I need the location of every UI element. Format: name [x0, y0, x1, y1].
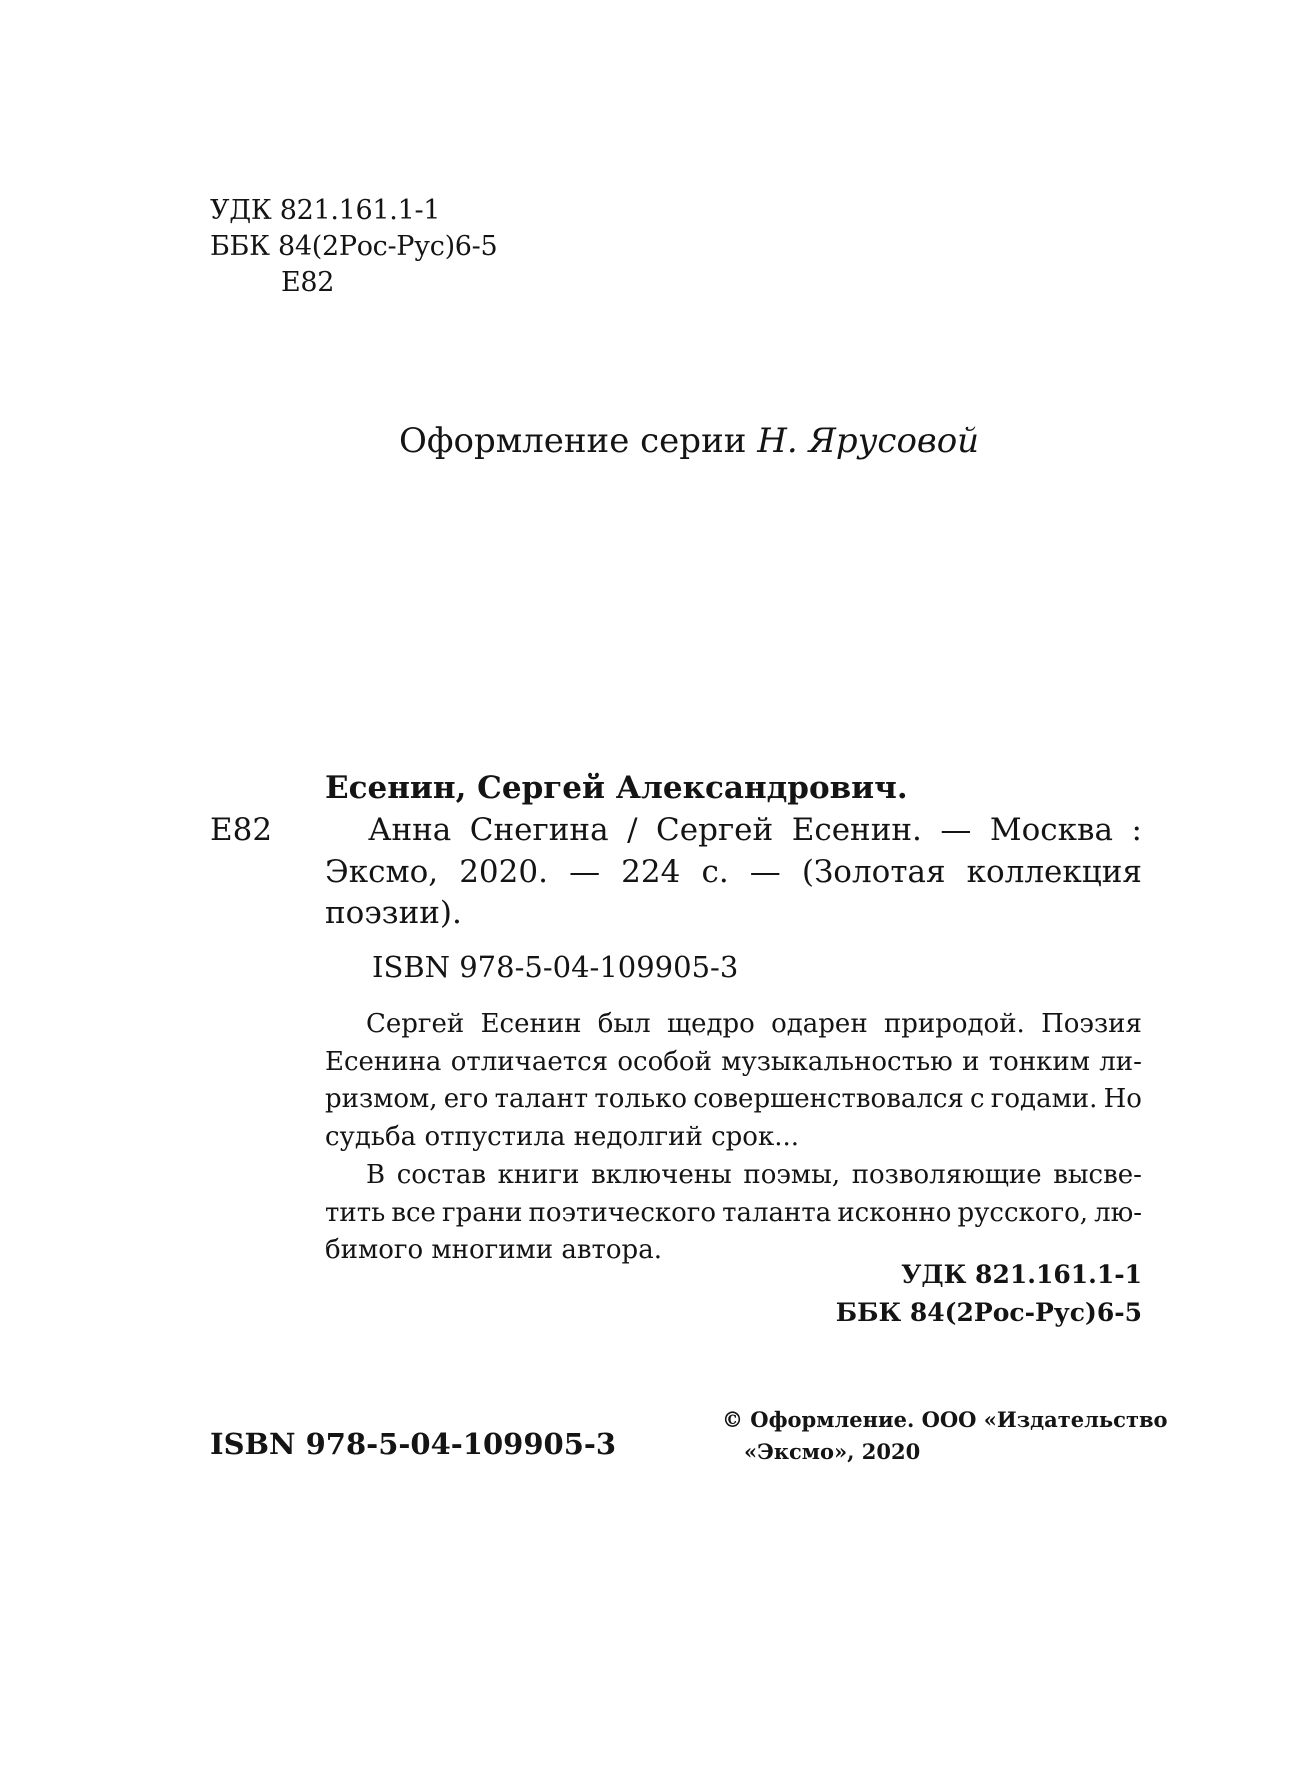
word: (Золотая: [801, 854, 946, 890]
word: высве-: [1053, 1159, 1142, 1190]
bbk-code-bottom: ББК 84(2Рос-Рус)6-5: [835, 1298, 1142, 1327]
word: состав: [396, 1159, 487, 1190]
word: одарен: [771, 1009, 868, 1039]
annotation-line: [325, 1157, 1142, 1195]
word: —: [940, 812, 972, 848]
word: Снегина: [469, 812, 609, 848]
copyright-line-1: © Оформление. ООО «Издательство: [722, 1407, 1168, 1432]
word: только: [594, 1084, 688, 1115]
word: и: [962, 1046, 980, 1077]
word: отличается: [450, 1046, 609, 1077]
udk-code-top: УДК 821.161.1-1: [210, 195, 441, 226]
series-design-credit: [399, 419, 979, 463]
word: В: [366, 1159, 386, 1190]
word: —: [749, 854, 781, 890]
word: поэмы,: [743, 1159, 841, 1190]
word: таланта: [722, 1197, 832, 1228]
word: Есенина: [325, 1046, 442, 1077]
word: тить: [325, 1197, 386, 1228]
series-designer-name: Н. Ярусовой: [757, 421, 980, 461]
word: был: [597, 1009, 651, 1039]
word: коллекция: [966, 854, 1142, 890]
word: ризмом,: [325, 1084, 438, 1115]
word: Москва: [989, 812, 1113, 848]
copyright-line-2: «Эксмо», 2020: [744, 1439, 921, 1464]
word: поэтического: [528, 1197, 717, 1228]
word: Эксмо,: [325, 854, 439, 890]
word: лю-: [1094, 1197, 1142, 1228]
isbn-bold: ISBN 978-5-04-109905-3: [210, 1427, 617, 1461]
word: особой: [617, 1046, 712, 1077]
annotation-line: [325, 1081, 1142, 1119]
bbk-code-top: ББК 84(2Рос-Рус)6-5: [210, 231, 498, 262]
bibliographic-description-line: [325, 852, 1142, 892]
word: :: [1131, 812, 1142, 848]
series-design-prefix: Оформление серии: [399, 421, 747, 461]
word: Сергей: [366, 1009, 465, 1039]
word: Но: [1103, 1084, 1142, 1115]
isbn-record: ISBN 978-5-04-109905-3: [372, 950, 739, 984]
word: с.: [701, 854, 729, 890]
word: бимого многими автора.: [325, 1235, 662, 1266]
word: все: [391, 1197, 436, 1228]
word: Анна: [368, 812, 452, 848]
author-heading: Есенин, Сергей Александрович.: [325, 770, 908, 806]
word: позволяющие: [851, 1159, 1042, 1190]
word: Есенин.: [791, 812, 922, 848]
word: музыкальностью: [721, 1046, 953, 1077]
author-mark-record: Е82: [210, 812, 273, 848]
word: —: [569, 854, 601, 890]
word: грани: [441, 1197, 523, 1228]
word: /: [627, 812, 638, 848]
word: Поэзия: [1041, 1009, 1142, 1039]
word: Есенин: [480, 1009, 582, 1039]
word: щедро: [666, 1009, 755, 1039]
bibliographic-description-line: поэзии).: [325, 895, 462, 931]
bibliographic-description-line: [368, 810, 1142, 850]
word: русского,: [957, 1197, 1088, 1228]
word: книги: [497, 1159, 580, 1190]
word: с: [970, 1084, 985, 1115]
word: ли-: [1099, 1046, 1142, 1077]
udk-code-bottom: УДК 821.161.1-1: [901, 1260, 1142, 1289]
word: природой.: [883, 1009, 1025, 1039]
annotation-line: [325, 1044, 1142, 1082]
word: совершенствовался: [693, 1084, 964, 1115]
word: Сергей: [656, 812, 774, 848]
annotation: [325, 1006, 1142, 1270]
word: исконно: [837, 1197, 952, 1228]
word: талант: [494, 1084, 589, 1115]
word: тонким: [988, 1046, 1090, 1077]
annotation-line: [325, 1119, 1142, 1157]
author-mark-top: Е82: [281, 267, 335, 298]
annotation-line: [325, 1195, 1142, 1233]
annotation-line: [325, 1006, 1142, 1044]
word: годами.: [990, 1084, 1098, 1115]
word: судьба отпустила недолгий срок...: [325, 1122, 800, 1153]
word: включены: [591, 1159, 732, 1190]
word: его: [443, 1084, 489, 1115]
word: 2020.: [459, 854, 548, 890]
word: 224: [621, 854, 681, 890]
